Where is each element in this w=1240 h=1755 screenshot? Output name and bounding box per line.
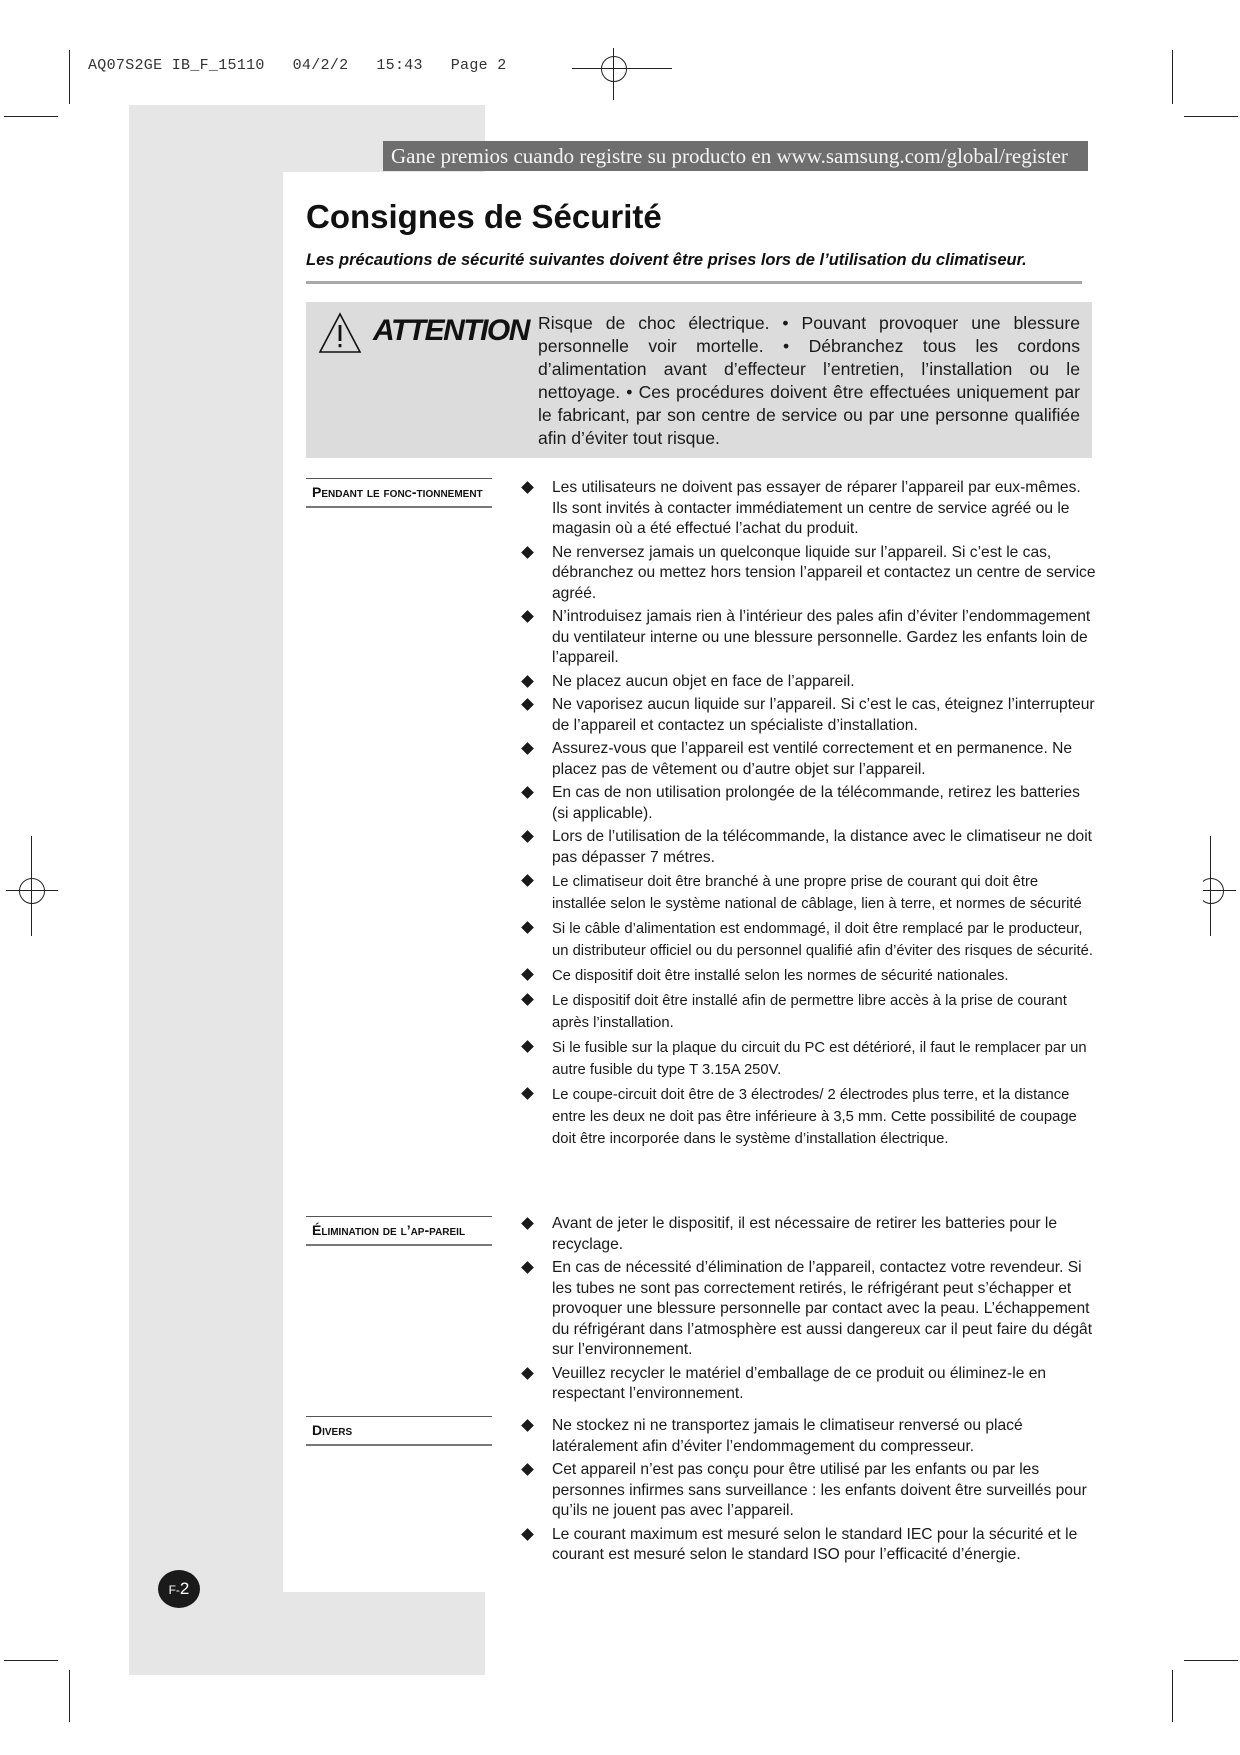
diamond-bullet-icon: [522, 699, 533, 710]
list-item: Ne renversez jamais un quelconque liquide sur l’appareil. Si c’est le cas, débranchez ou mettez hors tension l’appareil et contactez un centre de service agréé.: [522, 543, 1096, 605]
list-item: Le dispositif doit être installé afin de permettre libre accès à la prise de courant après l’installation.: [522, 990, 1096, 1034]
list-item: En cas de nécessité d’élimination de l’appareil, contactez votre revendeur. Si les tubes ne sont pas correctement retirés, le réfrigérant peut s’échapper et provoquer une blessure personnelle par contact avec la peau. L’échappement du réfrigérant dans l’atmosphère est aussi dangereux car il peut faire du dégât sur l’environnement.: [522, 1258, 1096, 1361]
list-item: Ne stockez ni ne transportez jamais le climatiseur renversé ou placé latéralement afin d’éviter l’endommagement du compresseur.: [522, 1416, 1096, 1457]
diamond-bullet-icon: [522, 1368, 533, 1379]
list-item: Ce dispositif doit être installé selon les normes de sécurité nationales.: [522, 965, 1096, 987]
list-item: Ne placez aucun objet en face de l’appareil.: [522, 672, 1096, 693]
diamond-bullet-icon: [522, 1088, 533, 1099]
diamond-bullet-icon: [522, 1262, 533, 1273]
list-item: Si le fusible sur la plaque du circuit du PC est détérioré, il faut le remplacer par un autre fusible du type T 3.15A 250V.: [522, 1037, 1096, 1081]
list-item: Cet appareil n’est pas conçu pour être utilisé par les enfants ou par les personnes infirmes sans surveillance : les enfants doivent être surveillés pour qu’ils ne jouent pas avec l’appareil.: [522, 1460, 1096, 1522]
list-item: Assurez-vous que l’appareil est ventilé correctement et en permanence. Ne placez pas de vêtement ou d’autre objet sur l’appareil.: [522, 739, 1096, 780]
section-heading-operation: Pendant le fonc-tionnement: [306, 478, 492, 508]
attention-label: ATTENTION: [373, 314, 529, 347]
section-heading-disposal: Élimination de l’ap-pareil: [306, 1216, 492, 1246]
list-item: Les utilisateurs ne doivent pas essayer de réparer l’appareil par eux-mêmes. Ils sont invités à contacter immédiatement un centre de service agréé ou le magasin où a été effectué l’achat du produit.: [522, 478, 1096, 540]
page-subtitle: Les précautions de sécurité suivantes doivent être prises lors de l’utilisation du climatiseur.: [306, 251, 1027, 269]
list-item: Lors de l’utilisation de la télécommande, la distance avec le climatiseur ne doit pas dépasser 7 métres.: [522, 827, 1096, 868]
section-list-operation: [522, 478, 1096, 1153]
list-item: Le courant maximum est mesuré selon le standard IEC pour la sécurité et le courant est mesuré selon le standard ISO pour l’efficacité d’énergie.: [522, 1525, 1096, 1566]
page-title: Consignes de Sécurité: [306, 198, 662, 235]
list-item: Le climatiseur doit être branché à une propre prise de courant qui doit être installée selon le système national de câblage, lien à terre, et normes de sécurité: [522, 871, 1096, 915]
warning-triangle-icon: [318, 312, 362, 354]
section-list-misc: [522, 1416, 1096, 1569]
diamond-bullet-icon: [522, 922, 533, 933]
list-item: Veuillez recycler le matériel d’emballage de ce produit ou éliminez-le en respectant l’environnement.: [522, 1364, 1096, 1405]
list-item: Si le câble d’alimentation est endommagé, il doit être remplacé par le producteur, un distributeur officiel ou du personnel qualifié afin d’éviter des risques de sécurité.: [522, 918, 1096, 962]
print-header: AQ07S2GE IB_F_15110 04/2/2 15:43 Page 2: [88, 57, 507, 74]
diamond-bullet-icon: [522, 676, 533, 687]
diamond-bullet-icon: [522, 1218, 533, 1229]
list-item: Ne vaporisez aucun liquide sur l’appareil. Si c’est le cas, éteignez l’interrupteur de l’appareil et contactez un spécialiste d’installation.: [522, 695, 1096, 736]
diamond-bullet-icon: [522, 994, 533, 1005]
list-item: N’introduisez jamais rien à l’intérieur des pales afin d’éviter l’endommagement du ventilateur interne ou une blessure personnelle. Gardez les enfants loin de l’appareil.: [522, 607, 1096, 669]
diamond-bullet-icon: [522, 875, 533, 886]
section-list-disposal: [522, 1214, 1096, 1408]
diamond-bullet-icon: [522, 1041, 533, 1052]
diamond-bullet-icon: [522, 611, 533, 622]
diamond-bullet-icon: [522, 743, 533, 754]
list-item: Le coupe-circuit doit être de 3 électrodes/ 2 électrodes plus terre, et la distance entre les deux ne doit pas être inférieure à 3,5 mm. Cette possibilité de coupage doit être incorporée dans le système d’installation électrique.: [522, 1084, 1096, 1150]
list-item: Avant de jeter le dispositif, il est nécessaire de retirer les batteries pour le recyclage.: [522, 1214, 1096, 1255]
page-number-badge: F-2: [158, 1570, 200, 1608]
registration-banner: Gane premios cuando registre su producto en www.samsung.com/global/register: [383, 141, 1088, 171]
diamond-bullet-icon: [522, 831, 533, 842]
diamond-bullet-icon: [522, 1529, 533, 1540]
list-item: En cas de non utilisation prolongée de la télécommande, retirez les batteries (si applicable).: [522, 783, 1096, 824]
section-heading-misc: Divers: [306, 1416, 492, 1446]
diamond-bullet-icon: [522, 482, 533, 493]
attention-text: Risque de choc électrique. • Pouvant provoquer une blessure personnelle voir mortelle. • Débranchez tous les cordons d’alimentation avant d’effecteur l’entretien, l’installation ou le nettoyage. • Ces procédures doivent être effectuées uniquement par le fabricant, par son centre de service ou par une personne qualifiée afin d’éviter tout risque.: [538, 313, 1080, 448]
diamond-bullet-icon: [522, 547, 533, 558]
diamond-bullet-icon: [522, 1464, 533, 1475]
diamond-bullet-icon: [522, 787, 533, 798]
diamond-bullet-icon: [522, 1420, 533, 1431]
diamond-bullet-icon: [522, 969, 533, 980]
attention-box: [306, 302, 1092, 458]
title-divider: [306, 281, 1082, 284]
